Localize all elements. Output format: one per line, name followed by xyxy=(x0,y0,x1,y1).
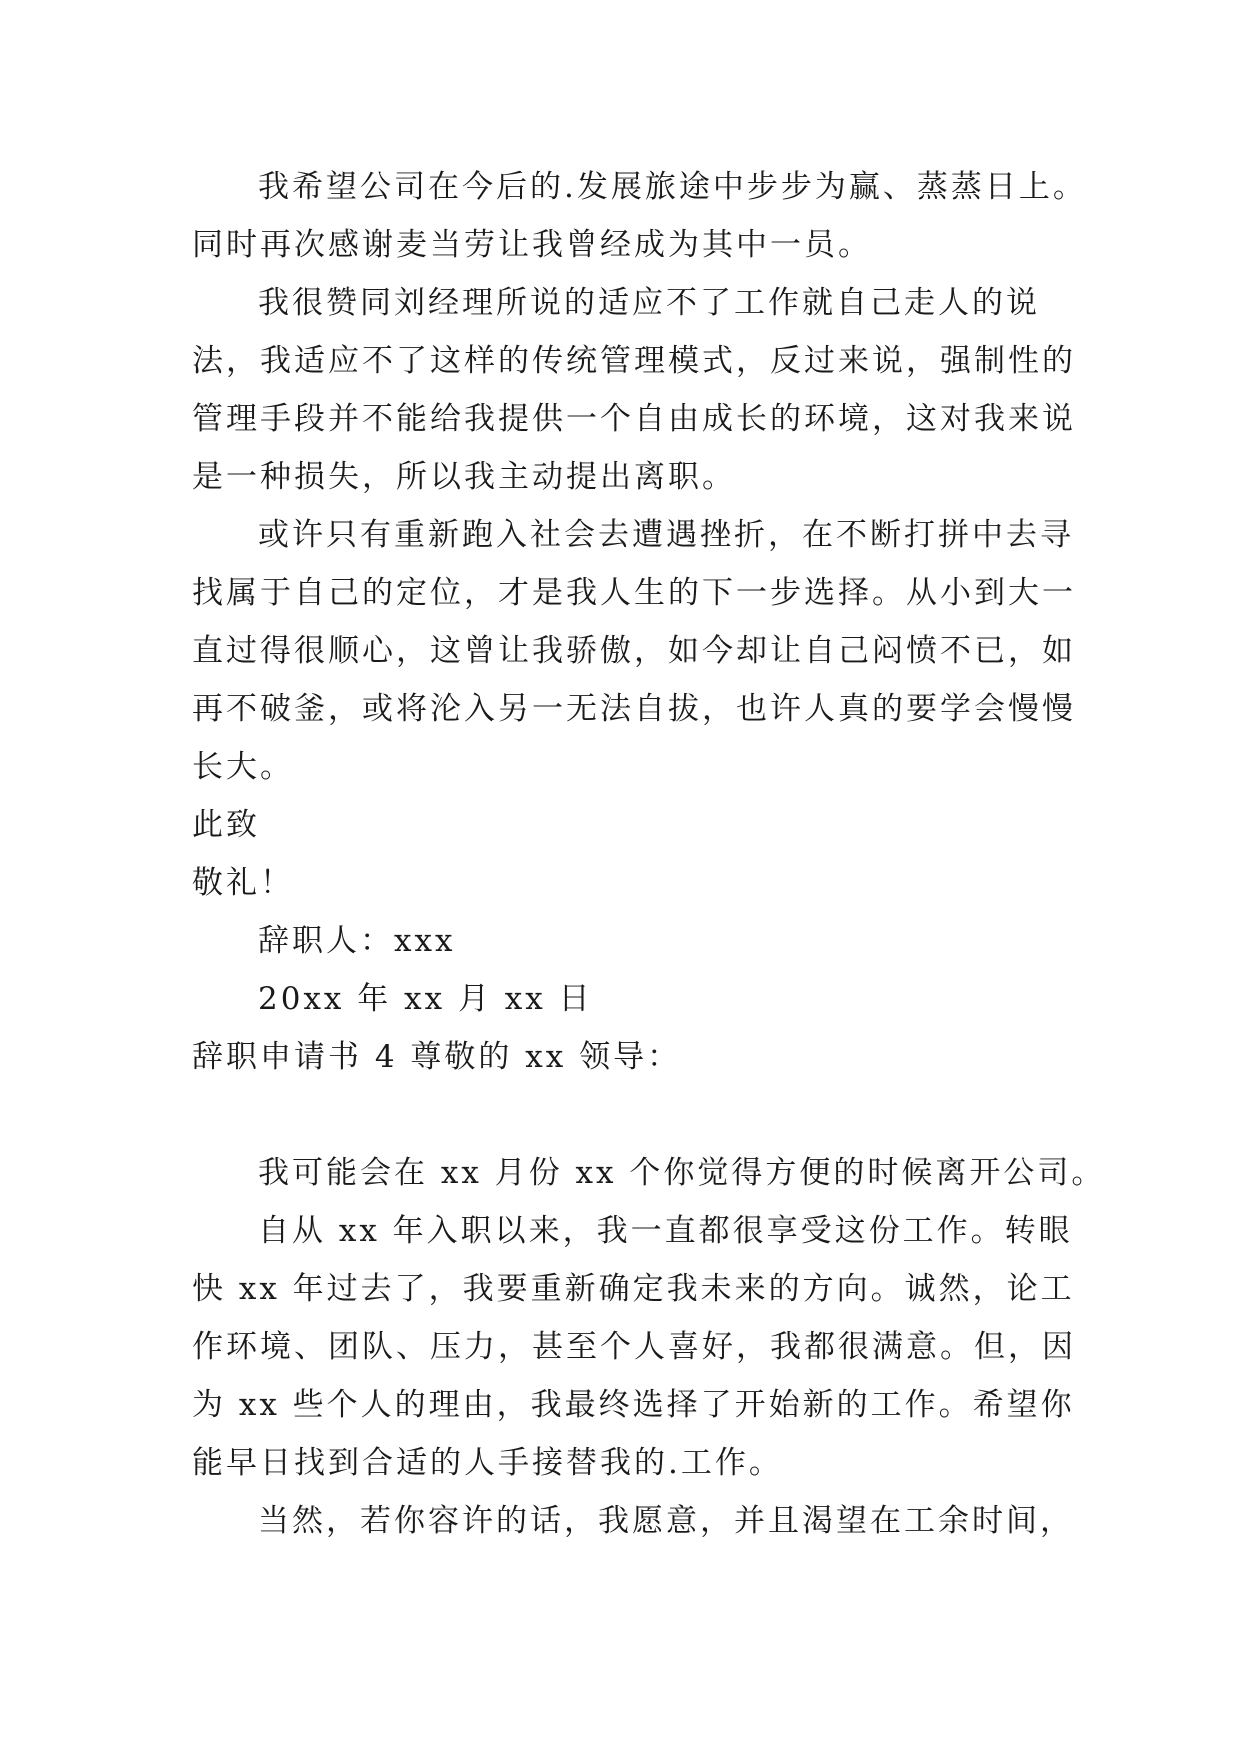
text-line: 直过得很顺心，这曾让我骄傲，如今却让自己闷愤不已，如 xyxy=(192,633,1076,669)
section-heading: 辞职申请书 4 尊敬的 xx 领导： xyxy=(192,1039,682,1075)
signature-date: 20xx 年 xx 月 xx 日 xyxy=(258,981,593,1017)
text-line: 法，我适应不了这样的传统管理模式，反过来说，强制性的 xyxy=(192,343,1076,379)
closing-salutation: 此致 xyxy=(192,807,260,843)
text-line: 同时再次感谢麦当劳让我曾经成为其中一员。 xyxy=(192,227,872,263)
text-line: 我很赞同刘经理所说的适应不了工作就自己走人的说 xyxy=(258,285,1040,321)
blank-line xyxy=(192,1086,1072,1144)
closing-regards: 敬礼！ xyxy=(192,865,294,901)
text-line: 快 xx 年过去了，我要重新确定我未来的方向。诚然，论工 xyxy=(192,1271,1075,1307)
text-line: 能早日找到合适的人手接替我的.工作。 xyxy=(192,1445,783,1481)
text-line: 我可能会在 xx 月份 xx 个你觉得方便的时候离开公司。 xyxy=(258,1155,1106,1191)
text-line: 我希望公司在今后的.发展旅途中步步为赢、蒸蒸日上。 xyxy=(258,169,1087,205)
text-line: 作环境、团队、压力，甚至个人喜好，我都很满意。但，因 xyxy=(192,1329,1076,1365)
text-line: 自从 xx 年入职以来，我一直都很享受这份工作。转眼 xyxy=(258,1213,1073,1249)
text-line: 找属于自己的定位，才是我人生的下一步选择。从小到大一 xyxy=(192,575,1076,611)
document-body xyxy=(192,158,1106,1550)
text-line: 再不破釜，或将沦入另一无法自拔，也许人真的要学会慢慢 xyxy=(192,691,1076,727)
text-line: 长大。 xyxy=(192,749,294,785)
signature-name: 辞职人：xxx xyxy=(258,923,456,959)
text-line: 管理手段并不能给我提供一个自由成长的环境，这对我来说 xyxy=(192,401,1076,437)
text-line: 当然，若你容许的话，我愿意，并且渴望在工余时间， xyxy=(258,1503,1074,1539)
text-line: 或许只有重新跑入社会去遭遇挫折，在不断打拼中去寻 xyxy=(258,517,1074,553)
text-line: 是一种损失，所以我主动提出离职。 xyxy=(192,459,736,495)
text-line: 为 xx 些个人的理由，我最终选择了开始新的工作。希望你 xyxy=(192,1387,1075,1423)
